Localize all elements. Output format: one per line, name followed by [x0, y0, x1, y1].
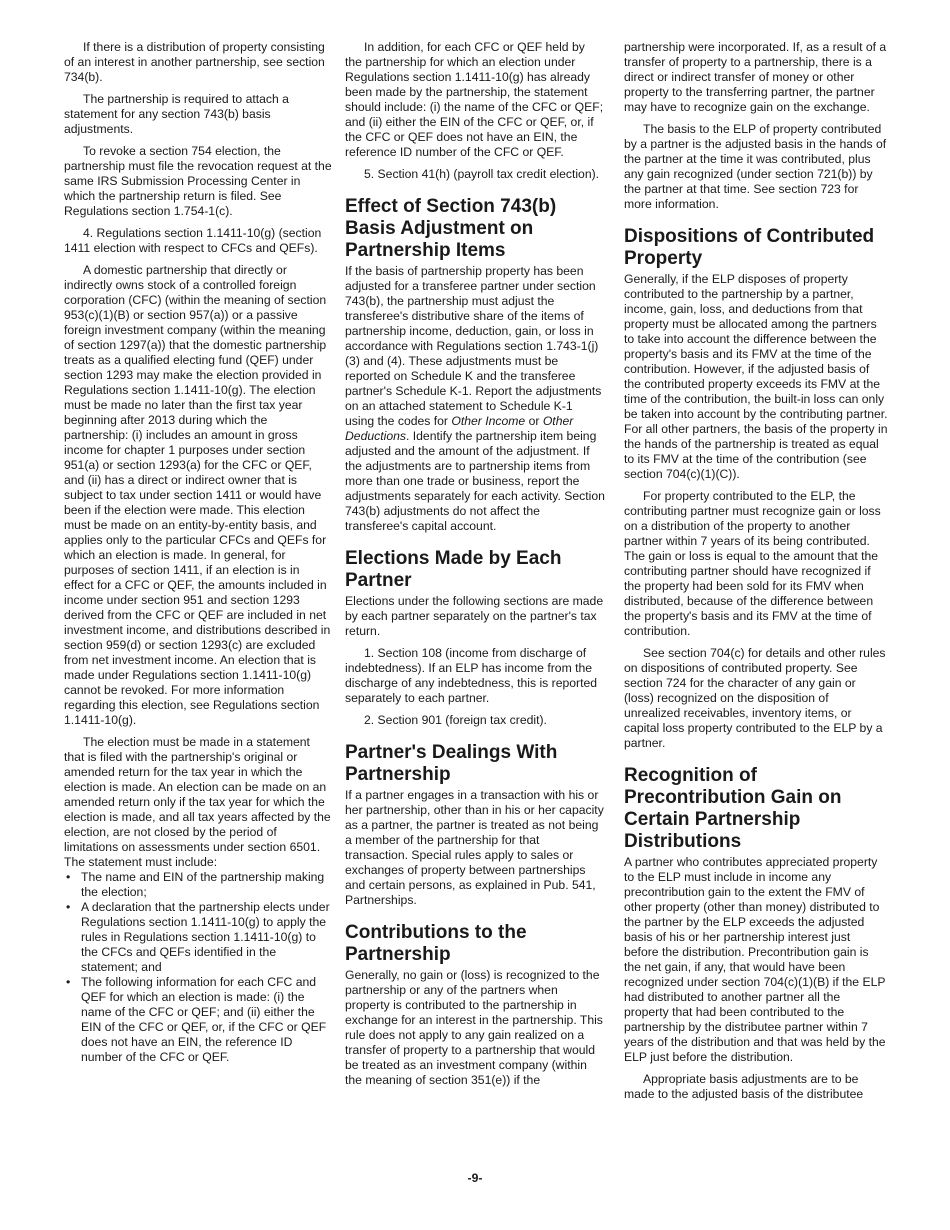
bullet-text: The name and EIN of the partnership making the election;	[81, 870, 325, 899]
section-heading: Recognition of Precontribution Gain on Certain Partnership Distributions	[624, 765, 842, 852]
column-1	[64, 40, 332, 1065]
bullet-icon: •	[66, 870, 71, 884]
paragraph: Elections under the following sections are made by each partner separately on the partner's tax return.	[345, 594, 604, 638]
paragraph: If there is a distribution of property consisting of an interest in another partnership, see section 734(b).	[64, 40, 325, 84]
bullet-icon: •	[66, 975, 71, 989]
paragraph: In addition, for each CFC or QEF held by the partnership for which an election under Regulations section 1.1411-10(g) has already been made by the partnership, the statement should include: (i) the name of the CFC or QEF; and (ii) either the EIN of the CFC or QEF, or, if the CFC or QEF does not have an EIN, the reference ID number of the CFC or QEF.	[345, 40, 604, 159]
paragraph: Appropriate basis adjustments are to be made to the adjusted basis of the distributee	[624, 1072, 864, 1101]
paragraph: See section 704(c) for details and other rules on dispositions of contributed property. See section 724 for the character of any gain or (loss) recognized on the disposition of unrealized receivables, inventory items, or capital loss property contributed to the ELP by a partner.	[624, 646, 886, 750]
paragraph: Generally, if the ELP disposes of property contributed to the partnership by a partner, income, gain, loss, and deductions from that property must be allocated among the partners to take into account the difference between the property's basis and its FMV at the time of the contribution. However, if the adjusted basis of the contributed property exceeds its FMV at the time of the contribution, the built-in loss can only be taken into account by the contributing partner. For all other partners, the basis of the property in the hands of the partnership is treated as equal to its FMV at the time of the contribution (see section 704(c)(1)(C)).	[624, 272, 888, 481]
numbered-item: 4. Regulations section 1.1411-10(g) (section 1411 election with respect to CFCs and QEFs).	[64, 226, 322, 255]
bullet-icon: •	[66, 900, 71, 914]
paragraph: A partner who contributes appreciated property to the ELP must include in income any precontribution gain to the extent the FMV of other property (other than money) distributed to the partner by the ELP exceeds the adjusted basis of his or her partnership interest just before the distribution. Precontribution gain is the net gain, if any, that would have been recognized under section 704(c)(1)(B) if the ELP had distributed to another partner all the property that had been contributed to the partnership by the distributee partner within 7 years of the distribution and that was held by the ELP just before the distribution.	[624, 855, 886, 1064]
paragraph: The basis to the ELP of property contributed by a partner is the adjusted basis in the hands of the partner at the time it was contributed, plus any gain recognized (under section 721(b)) by the partner at that time. See section 723 for more information.	[624, 122, 887, 211]
paragraph: partnership were incorporated. If, as a result of a transfer of property to a partnership, there is a direct or indirect transfer of money or other property to the transferring partner, the partner may have to recognize gain on the exchange.	[624, 40, 887, 114]
paragraph: The election must be made in a statement that is filed with the partnership's original or amended return for the tax year in which the election is made. An election can be made on an amended return only if the tax year for which the election is made, and all tax years affected by the election, are not closed by the period of limitations on assessments under section 6501. The statement must include:	[64, 735, 331, 869]
section-heading: Effect of Section 743(b) Basis Adjustment on Partnership Items	[345, 196, 557, 261]
section-heading: Partner's Dealings With Partnership	[345, 742, 558, 785]
section-heading: Contributions to the Partnership	[345, 922, 527, 965]
section-heading: Elections Made by Each Partner	[345, 548, 562, 591]
numbered-item: 5. Section 41(h) (payroll tax credit election).	[364, 167, 600, 181]
bullet-text: A declaration that the partnership elects under Regulations section 1.1411-10(g) to apply the rules in Regulations section 1.1411-10(g) to the CFCs and QEFs identified in the statement; and	[81, 900, 330, 974]
bullet-item	[64, 870, 332, 900]
bullet-item	[64, 900, 332, 975]
paragraph: For property contributed to the ELP, the contributing partner must recognize gain or loss on a distribution of the property to another partner within 7 years of its being contributed. The gain or loss is equal to the amount that the contributing partner should have recognized if the property had been sold for its FMV when distributed, because of the difference between the property's basis and its FMV at the time of contribution.	[624, 489, 881, 638]
paragraph: To revoke a section 754 election, the partnership must file the revocation request at the same IRS Submission Processing Center in which the partnership return is filed. See Regulations section 1.754-1(c).	[64, 144, 332, 218]
paragraph: If the basis of partnership property has been adjusted for a transferee partner under section 743(b), the partnership must adjust the transferee's distributive share of the items of partnership income, deduction, gain, or loss in accordance with Regulations section 1.743-1(j)(3) and (4). These adjustments must be reported on Schedule K and the transferee partner's Schedule K-1. Report the adjustments on an attached statement to Schedule K-1 using the codes for Other Income or Other Deductions. Identify the partnership item being adjusted and the amount of the adjustment. If the adjustments are to partnership items from more than one trade or business, report the adjustments separately for each activity. Section 743(b) adjustments do not affect the transferee's capital account.	[345, 264, 605, 533]
paragraph: Generally, no gain or (loss) is recognized to the partnership or any of the partners when property is contributed to the partnership in exchange for an interest in the partnership. This rule does not apply to any gain realized on a transfer of property to a partnership that would be treated as an investment company (within the meaning of section 351(e)) if the	[345, 968, 603, 1087]
page-number: -9-	[467, 1171, 483, 1185]
column-2	[345, 40, 605, 1095]
bullet-text: The following information for each CFC and QEF for which an election is made: (i) the name of the CFC or QEF; and (ii) either the EIN of the CFC or QEF, or, if the CFC or QEF does not have an EIN, the reference ID number of the CFC or QEF.	[81, 975, 327, 1064]
paragraph: If a partner engages in a transaction with his or her partnership, other than in his or her capacity as a partner, the partner is treated as not being a member of the partnership for that transaction. Special rules apply to sales or exchanges of property between partnerships and certain persons, as explained in Pub. 541, Partnerships.	[345, 788, 604, 907]
numbered-item: 2. Section 901 (foreign tax credit).	[364, 713, 547, 727]
section-heading: Dispositions of Contributed Property	[624, 226, 875, 269]
paragraph: A domestic partnership that directly or indirectly owns stock of a controlled foreign corporation (CFC) (within the meaning of section 953(c)(1)(B) or section 957(a)) or a passive foreign investment company (within the meaning of section 1297(a)) that the domestic partnership treats as a qualified electing fund (QEF) under section 1293 may make the election provided in Regulations section 1.1411-10(g). The election must be made no later than the first tax year beginning after 2013 during which the partnership: (i) includes an amount in gross income for chapter 1 purposes under section 951(a) or section 1293(a) for the CFC or QEF, and (ii) has a direct or indirect owner that is subject to tax under section 1411 or would have been if the election were made. This election must be made on an entity-by-entity basis, and applies only to the particular CFCs and QEFs for which an election is made. In general, for purposes of section 1411, if an election is in effect for a CFC or QEF, the amounts included in income under section 951 and section 1293 derived from the CFC or QEF are included in net investment income, and distributions described in section 959(d) or section 1293(c) are excluded from net investment income. An election that is made under Regulations section 1.1411-10(g) cannot be revoked. For more information regarding this election, see Regulations section 1.1411-10(g).	[64, 263, 331, 727]
paragraph: The partnership is required to attach a statement for any section 743(b) basis adjustments.	[64, 92, 289, 136]
numbered-item: 1. Section 108 (income from discharge of indebtedness). If an ELP has income from the discharge of any indebtedness, this is reported separately to each partner.	[345, 646, 598, 705]
bullet-item	[64, 975, 332, 1065]
column-3	[624, 40, 888, 1109]
